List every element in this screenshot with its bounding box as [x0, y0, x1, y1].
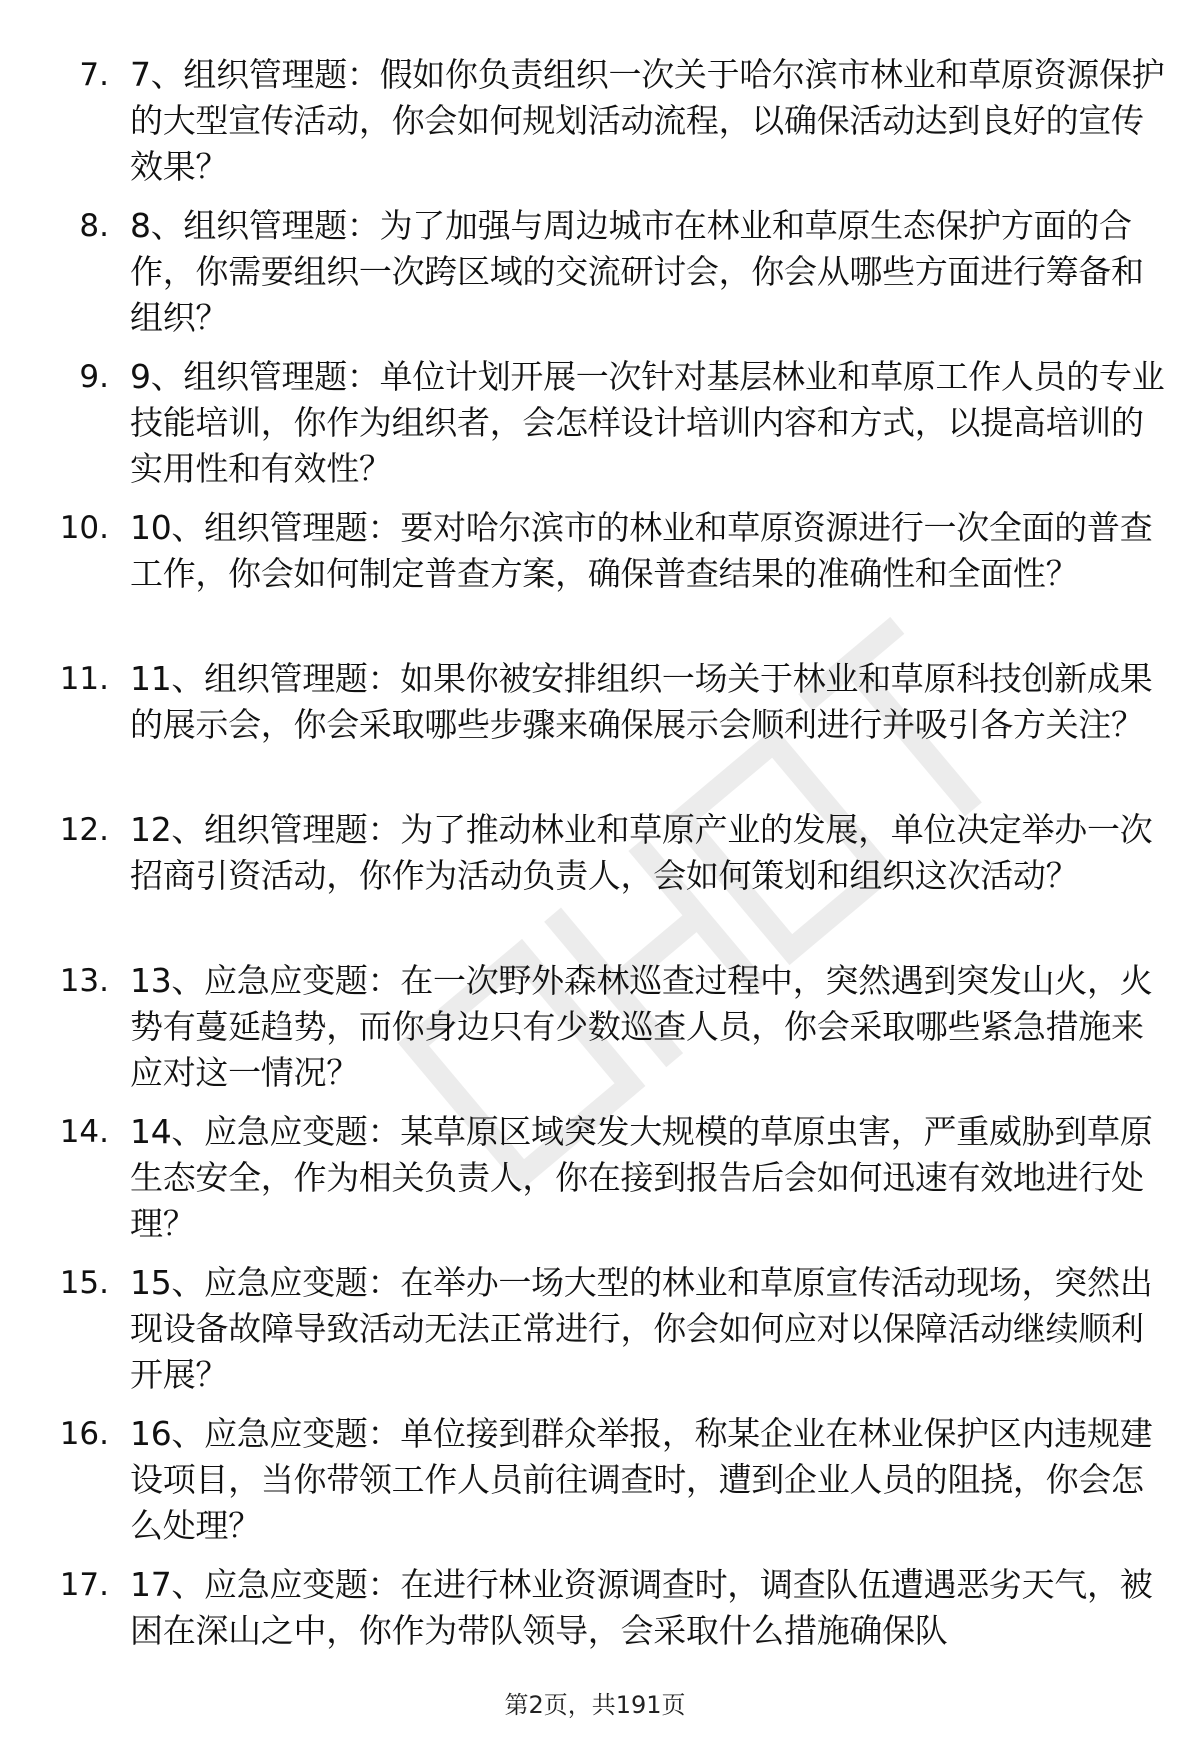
page-number-footer: 第2页，共191页 — [504, 1691, 686, 1719]
question-number: 17. — [59, 1567, 109, 1603]
question-item — [0, 1411, 1190, 1562]
question-text: 15、应急应变题：在举办一场大型的林业和草原宣传活动现场，突然出现设备故障导致活动无法正常进行，你会如何应对以保障活动继续顺利开展？ — [130, 1263, 1153, 1394]
question-number: 7. — [79, 57, 109, 93]
question-item — [0, 807, 1190, 958]
question-text: 11、组织管理题：如果你被安排组织一场关于林业和草原科技创新成果的展示会，你会采取哪些步骤来确保展示会顺利进行并吸引各方关注？ — [130, 659, 1153, 744]
question-text: 9、组织管理题：单位计划开展一次针对基层林业和草原工作人员的专业技能培训，你作为组织者，会怎样设计培训内容和方式，以提高培训的实用性和有效性？ — [130, 357, 1165, 488]
question-item — [0, 203, 1190, 354]
question-number: 10. — [59, 510, 109, 546]
question-number: 14. — [59, 1114, 109, 1150]
question-number: 8. — [79, 208, 109, 244]
question-item — [0, 505, 1190, 656]
question-number: 12. — [59, 812, 109, 848]
question-number: 15. — [59, 1265, 109, 1301]
question-number: 13. — [59, 963, 109, 999]
question-text: 16、应急应变题：单位接到群众举报，称某企业在林业保护区内违规建设项目，当你带领工作人员前往调查时，遭到企业人员的阻挠，你会怎么处理？ — [130, 1414, 1153, 1545]
question-list — [0, 52, 1190, 1713]
question-text: 13、应急应变题：在一次野外森林巡查过程中，突然遇到突发山火，火势有蔓延趋势，而你身边只有少数巡查人员，你会采取哪些紧急措施来应对这一情况？ — [130, 961, 1153, 1092]
question-number: 11. — [59, 661, 109, 697]
question-item — [0, 1109, 1190, 1260]
question-text: 7、组织管理题：假如你负责组织一次关于哈尔滨市林业和草原资源保护的大型宣传活动，你会如何规划活动流程，以确保活动达到良好的宣传效果？ — [130, 55, 1165, 186]
question-text: 14、应急应变题：某草原区域突发大规模的草原虫害，严重威胁到草原生态安全，作为相关负责人，你在接到报告后会如何迅速有效地进行处理？ — [130, 1112, 1153, 1243]
question-text: 10、组织管理题：要对哈尔滨市的林业和草原资源进行一次全面的普查工作，你会如何制定普查方案，确保普查结果的准确性和全面性？ — [130, 508, 1153, 593]
question-number: 16. — [59, 1416, 109, 1452]
question-item — [0, 1260, 1190, 1411]
question-text: 17、应急应变题：在进行林业资源调查时，调查队伍遭遇恶劣天气，被困在深山之中，你作为带队领导，会采取什么措施确保队 — [130, 1565, 1153, 1650]
question-item — [0, 52, 1190, 203]
question-item — [0, 656, 1190, 807]
question-item — [0, 958, 1190, 1109]
question-item — [0, 354, 1190, 505]
question-text: 8、组织管理题：为了加强与周边城市在林业和草原生态保护方面的合作，你需要组织一次跨区域的交流研讨会，你会从哪些方面进行筹备和组织？ — [130, 206, 1144, 337]
question-number: 9. — [79, 359, 109, 395]
question-text: 12、组织管理题：为了推动林业和草原产业的发展，单位决定举办一次招商引资活动，你作为活动负责人，会如何策划和组织这次活动？ — [130, 810, 1153, 895]
